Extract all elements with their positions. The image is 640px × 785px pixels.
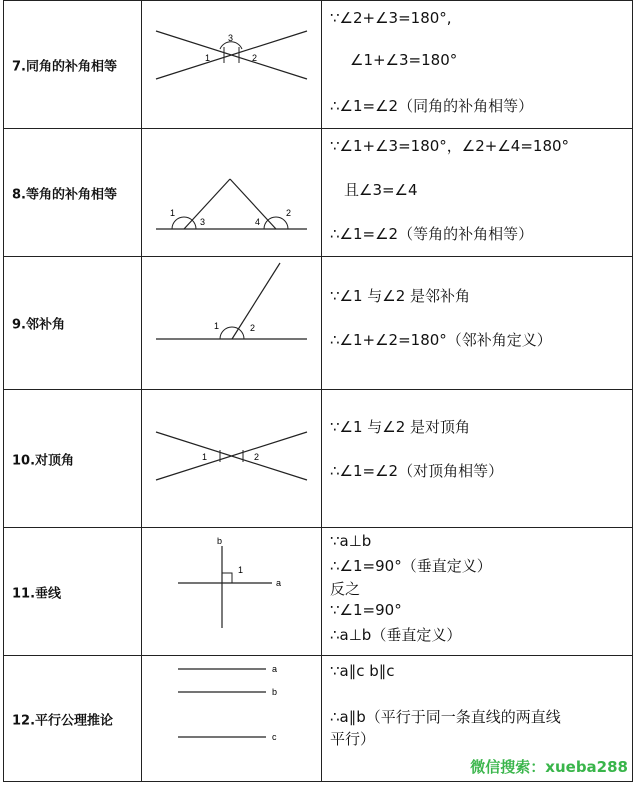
proof-line: ∵∠1=90° [330,601,402,619]
proof-line: ∵∠1 与∠2 是邻补角 [330,287,471,305]
angle-label-3: 3 [200,217,206,227]
name-cell [3,528,141,655]
proof-cell [321,390,633,527]
proof-line: ∴∠1=90°（垂直定义） [330,557,492,575]
figure-cell [141,257,321,389]
name-cell [3,129,141,256]
proof-cell [321,257,633,389]
proof-line: ∴∠1=∠2（等角的补角相等） [330,225,534,243]
table-row [3,256,633,389]
proof-line: ∵∠1 与∠2 是对顶角 [330,418,471,436]
figure-cell [141,390,321,527]
line-label-b: b [272,687,278,697]
name-cell [3,257,141,389]
proof-line: ∵∠2+∠3=180°, [330,9,452,27]
angle-label-1: 1 [202,452,208,462]
theorem-name: 12.平行公理推论 [12,713,114,728]
proof-line: ∵∠1+∠3=180°，∠2+∠4=180° [330,137,570,155]
figure-cell [141,528,321,655]
proof-cell [321,528,633,655]
theorem-name: 8.等角的补角相等 [12,187,117,202]
line-label-b: b [217,536,223,546]
figure-cell [141,656,321,781]
figure-vertical-angles [142,390,322,528]
line-label-a: a [272,664,278,674]
proof-line: ∴∠1=∠2（对顶角相等） [330,462,504,480]
proof-cell [321,129,633,256]
angle-label-1: 1 [238,565,244,575]
proof-cell [321,1,633,128]
proof-line: ∵a⊥b [330,532,372,550]
proof-line: 且∠3=∠4 [344,181,418,199]
proof-line: ∠1+∠3=180° [350,51,458,69]
table-row [3,527,633,655]
line-label-a: a [276,578,282,588]
angle-label-2: 2 [250,323,256,333]
name-cell [3,656,141,781]
line-label-c: c [272,732,277,742]
figure-cell [141,129,321,256]
figure-supplement-equal-angles [142,129,322,257]
proof-line: ∴a∥b（平行于同一条直线的两直线 [330,708,561,726]
angle-label-1: 1 [170,208,176,218]
figure-cell [141,1,321,128]
angle-label-2: 2 [254,452,260,462]
table-row [3,0,633,128]
angle-label-2: 2 [252,53,258,63]
table-row [3,389,633,527]
theorem-name: 7.同角的补角相等 [12,59,117,74]
figure-adjacent-supplementary [142,257,322,390]
watermark: 微信搜索：xueba288 [470,758,628,776]
proof-line: ∵a∥c b∥c [330,662,395,680]
name-cell [3,1,141,128]
angle-label-3: 3 [228,33,234,43]
proof-line: 平行） [330,730,376,748]
angle-label-1: 1 [214,321,220,331]
theorem-name: 9.邻补角 [12,317,65,333]
proof-line: ∴∠1+∠2=180°（邻补角定义） [330,331,552,349]
proof-line: 反之 [330,580,361,598]
theorem-table [3,0,633,782]
angle-label-1: 1 [205,53,211,63]
figure-supplement-same-angle [142,1,322,129]
figure-parallel-corollary [142,656,322,783]
proof-line: ∴a⊥b（垂直定义） [330,626,462,644]
name-cell [3,390,141,527]
angle-label-2: 2 [286,208,292,218]
theorem-name: 11.垂线 [12,586,62,601]
table-row [3,128,633,256]
figure-perpendicular [142,528,322,656]
theorem-name: 10.对顶角 [12,453,75,468]
proof-line: ∴∠1=∠2（同角的补角相等） [330,97,534,115]
angle-label-4: 4 [255,217,261,227]
